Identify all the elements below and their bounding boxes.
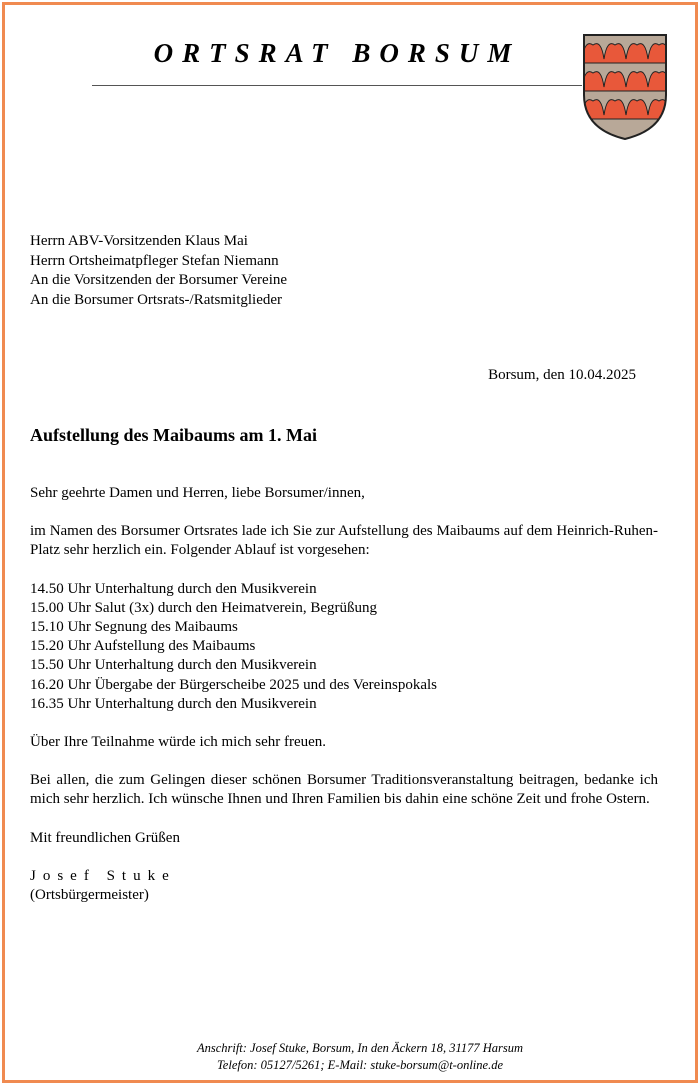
letter-footer xyxy=(0,1040,700,1073)
intro-paragraph: im Namen des Borsumer Ortsrates lade ich Sie zur Aufstellung des Maibaums auf dem Heinrich-Ruhen-Platz sehr herzlich ein. Folgender Ablauf ist vorgesehen: xyxy=(30,523,658,559)
schedule-item: 15.50 Uhr Unterhaltung durch den Musikverein xyxy=(30,657,317,674)
schedule-item: 15.20 Uhr Aufstellung des Maibaums xyxy=(30,638,256,655)
schedule-item: 16.35 Uhr Unterhaltung durch den Musikverein xyxy=(30,695,317,712)
participation-paragraph: Über Ihre Teilnahme würde ich mich sehr freuen. xyxy=(30,734,327,751)
footer-contact: Telefon: 05127/5261; E-Mail: stuke-borsum@t-online.de xyxy=(217,1057,503,1072)
recipient-block xyxy=(30,232,287,310)
recipient-line: An die Borsumer Ortsrats-/Ratsmitglieder xyxy=(30,291,283,308)
signature-role: (Ortsbürgermeister) xyxy=(30,887,149,904)
signature-name: Josef Stuke xyxy=(30,867,176,884)
letterhead-title: ORTSRAT BORSUM xyxy=(153,38,521,68)
letter-body xyxy=(30,484,658,905)
letterhead-rule xyxy=(92,85,582,86)
coat-of-arms-icon xyxy=(582,33,668,141)
thanks-paragraph: Bei allen, die zum Gelingen dieser schönen Borsumer Traditionsveranstaltung beitragen, bedanke ich mich sehr herzlich. Ich wünsche Ihnen und Ihren Familien bis dahin eine schöne Zeit und frohe Ostern. xyxy=(30,772,658,808)
crest-waves xyxy=(582,44,668,119)
footer-address: Anschrift: Josef Stuke, Borsum, In den Äckern 18, 31177 Harsum xyxy=(196,1041,524,1055)
closing: Mit freundlichen Grüßen xyxy=(30,829,180,846)
schedule-item: 14.50 Uhr Unterhaltung durch den Musikverein xyxy=(30,580,317,597)
schedule-item: 15.10 Uhr Segnung des Maibaums xyxy=(30,619,238,636)
recipient-line: Herrn Ortsheimatpfleger Stefan Niemann xyxy=(30,252,279,269)
salutation: Sehr geehrte Damen und Herren, liebe Borsumer/innen, xyxy=(30,485,365,501)
schedule-item: 16.20 Uhr Übergabe der Bürgerscheibe 2025 und des Vereinspokals xyxy=(30,676,437,693)
recipient-line: An die Vorsitzenden der Borsumer Vereine xyxy=(30,272,288,288)
schedule-item: 15.00 Uhr Salut (3x) durch den Heimatverein, Begrüßung xyxy=(30,599,377,616)
letter-subject: Aufstellung des Maibaums am 1. Mai xyxy=(30,425,318,445)
schedule-list xyxy=(30,580,658,714)
recipient-line: Herrn ABV-Vorsitzenden Klaus Mai xyxy=(30,233,248,249)
letter-date: Borsum, den 10.04.2025 xyxy=(488,367,636,383)
